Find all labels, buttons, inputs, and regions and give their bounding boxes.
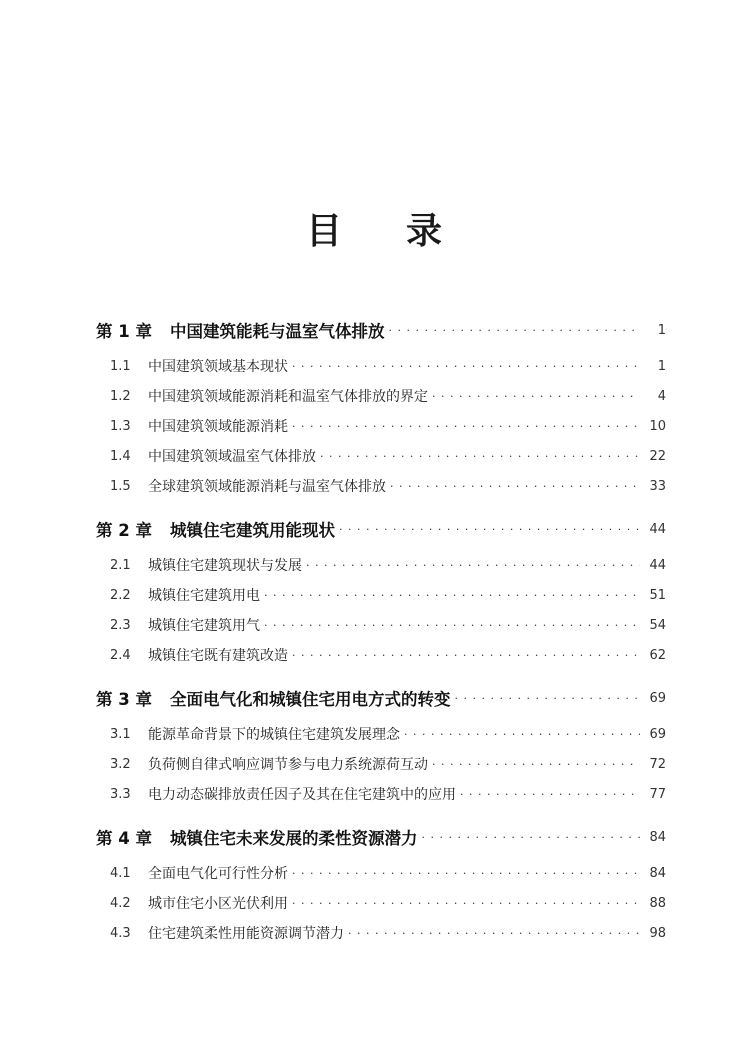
section-title: 中国建筑领域基本现状 — [148, 359, 288, 375]
page-number: 22 — [649, 448, 666, 464]
section-entry[interactable] — [96, 580, 666, 610]
page-number: 4 — [657, 388, 666, 404]
section-entry[interactable] — [96, 719, 666, 749]
section-number: 1.4 — [110, 448, 131, 464]
chapter-entry[interactable] — [96, 316, 666, 344]
section-title: 城镇住宅建筑用电 — [148, 588, 260, 604]
section-entry[interactable] — [96, 858, 666, 888]
dot-leader — [339, 524, 640, 535]
section-entry[interactable] — [96, 351, 666, 381]
chapter-number: 第 4 章 — [96, 829, 152, 848]
chapter-title: 全面电气化和城镇住宅用电方式的转变 — [170, 690, 451, 709]
dot-leader — [306, 560, 640, 571]
dot-leader — [390, 481, 640, 492]
page-title — [0, 203, 750, 254]
chapter-number: 第 3 章 — [96, 690, 152, 709]
chapter-number: 第 1 章 — [96, 322, 152, 341]
page-number: 69 — [649, 690, 666, 706]
page-number: 72 — [649, 756, 666, 772]
section-entry[interactable] — [96, 381, 666, 411]
page-number: 62 — [649, 647, 666, 663]
page-number: 84 — [649, 829, 666, 845]
section-title: 城镇住宅建筑用气 — [148, 618, 260, 634]
page-number: 51 — [649, 587, 666, 603]
section-title: 能源革命背景下的城镇住宅建筑发展理念 — [148, 727, 400, 743]
section-number: 3.1 — [110, 726, 131, 742]
section-title: 全面电气化可行性分析 — [148, 866, 288, 882]
section-title: 电力动态碳排放责任因子及其在住宅建筑中的应用 — [148, 787, 456, 803]
chapter-entry[interactable] — [96, 684, 666, 712]
section-number: 2.4 — [110, 647, 131, 663]
section-title: 中国建筑领域能源消耗 — [148, 419, 288, 435]
section-entry[interactable] — [96, 411, 666, 441]
page-number: 44 — [649, 557, 666, 573]
section-number: 2.1 — [110, 557, 131, 573]
dot-leader — [292, 868, 640, 879]
dot-leader — [292, 361, 640, 372]
section-title: 城镇住宅既有建筑改造 — [148, 648, 288, 664]
section-title: 全球建筑领域能源消耗与温室气体排放 — [148, 479, 386, 495]
dot-leader — [432, 759, 640, 770]
section-number: 4.2 — [110, 895, 131, 911]
page-number: 54 — [649, 617, 666, 633]
section-number: 1.5 — [110, 478, 131, 494]
table-of-contents — [96, 316, 666, 948]
section-number: 3.3 — [110, 786, 131, 802]
page-number: 33 — [649, 478, 666, 494]
dot-leader — [292, 421, 640, 432]
section-number: 4.3 — [110, 925, 131, 941]
section-entry[interactable] — [96, 888, 666, 918]
section-title: 中国建筑领域温室气体排放 — [148, 449, 316, 465]
section-entry[interactable] — [96, 610, 666, 640]
dot-leader — [389, 325, 641, 336]
chapter-title: 城镇住宅未来发展的柔性资源潜力 — [170, 829, 418, 848]
page-number: 88 — [649, 895, 666, 911]
section-title: 城镇住宅建筑现状与发展 — [148, 558, 302, 574]
section-title: 负荷侧自律式响应调节参与电力系统源荷互动 — [148, 757, 428, 773]
page-number: 1 — [657, 322, 666, 338]
page-number: 69 — [649, 726, 666, 742]
page-number: 1 — [657, 358, 666, 374]
page-number: 98 — [649, 925, 666, 941]
section-number: 2.3 — [110, 617, 131, 633]
title-char-right: 录 — [406, 210, 445, 252]
section-number: 1.1 — [110, 358, 131, 374]
page-number: 10 — [649, 418, 666, 434]
section-entry[interactable] — [96, 640, 666, 670]
section-entry[interactable] — [96, 471, 666, 501]
dot-leader — [422, 832, 641, 843]
title-char-left: 目 — [305, 210, 344, 252]
section-entry[interactable] — [96, 779, 666, 809]
page-number: 44 — [649, 521, 666, 537]
section-title: 城市住宅小区光伏利用 — [148, 896, 288, 912]
section-number: 3.2 — [110, 756, 131, 772]
chapter-entry[interactable] — [96, 515, 666, 543]
chapter-title: 中国建筑能耗与温室气体排放 — [170, 322, 385, 341]
section-entry[interactable] — [96, 749, 666, 779]
dot-leader — [292, 650, 640, 661]
dot-leader — [460, 789, 640, 800]
dot-leader — [292, 898, 640, 909]
dot-leader — [432, 391, 640, 402]
section-entry[interactable] — [96, 441, 666, 471]
section-title: 住宅建筑柔性用能资源调节潜力 — [148, 926, 344, 942]
section-number: 1.3 — [110, 418, 131, 434]
dot-leader — [404, 729, 640, 740]
section-number: 1.2 — [110, 388, 131, 404]
page-number: 77 — [649, 786, 666, 802]
chapter-entry[interactable] — [96, 823, 666, 851]
section-number: 2.2 — [110, 587, 131, 603]
dot-leader — [320, 451, 640, 462]
chapter-title: 城镇住宅建筑用能现状 — [170, 521, 335, 540]
dot-leader — [264, 590, 640, 601]
chapter-number: 第 2 章 — [96, 521, 152, 540]
section-entry[interactable] — [96, 550, 666, 580]
page-number: 84 — [649, 865, 666, 881]
section-title: 中国建筑领域能源消耗和温室气体排放的界定 — [148, 389, 428, 405]
dot-leader — [348, 928, 640, 939]
section-entry[interactable] — [96, 918, 666, 948]
dot-leader — [455, 693, 641, 704]
section-number: 4.1 — [110, 865, 131, 881]
dot-leader — [264, 620, 640, 631]
